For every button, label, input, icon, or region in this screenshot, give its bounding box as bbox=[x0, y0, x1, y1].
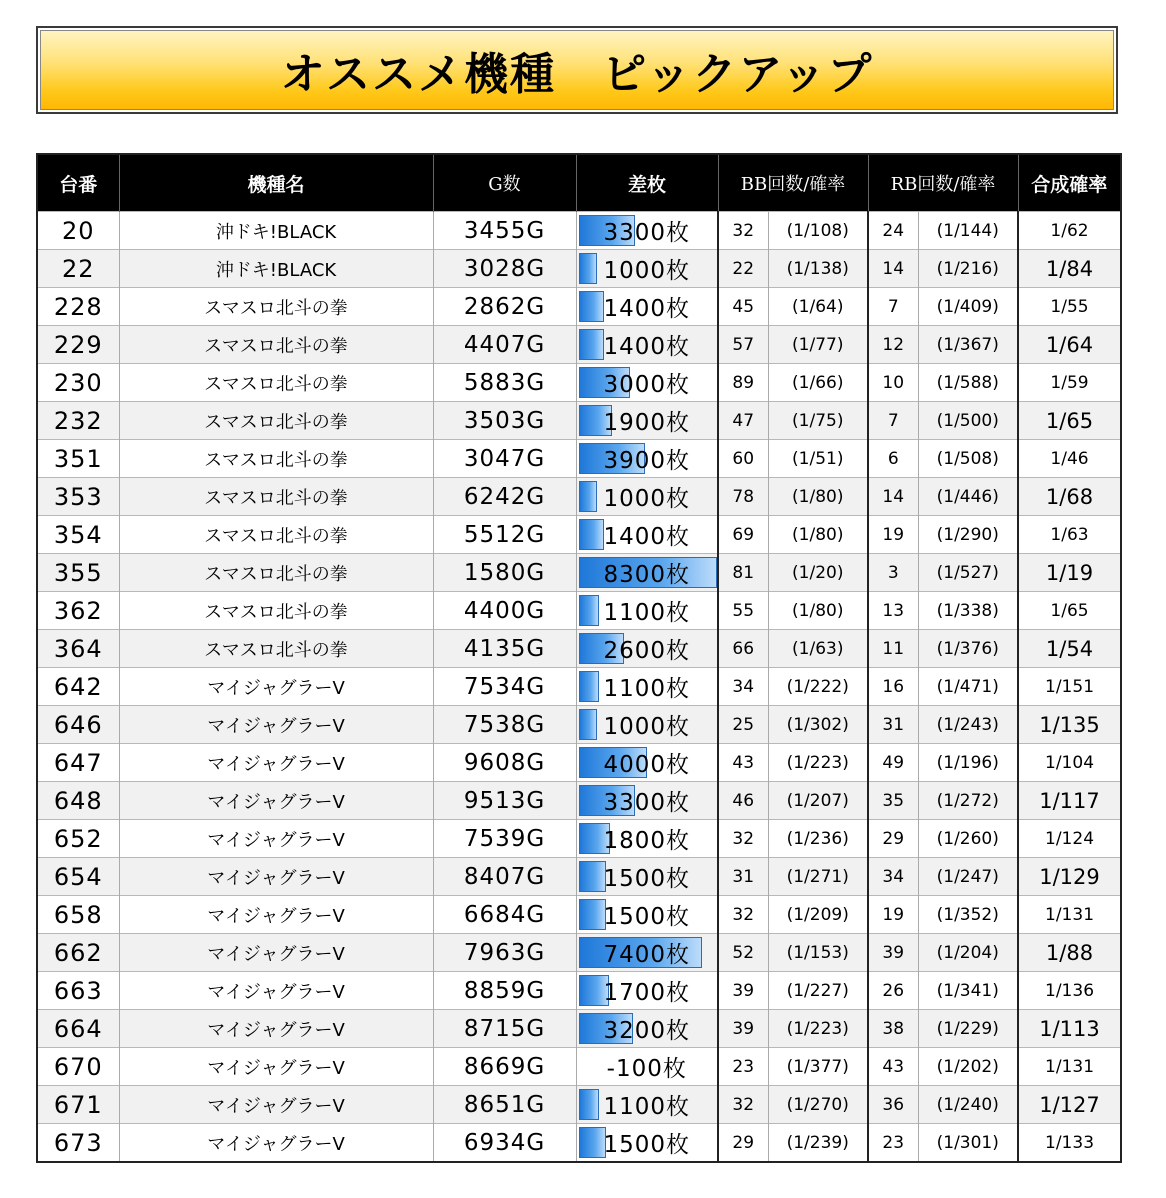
difference-value: 1000枚 bbox=[603, 714, 691, 740]
combined-rate: 1/127 bbox=[1018, 1086, 1121, 1124]
rb-count: 6 bbox=[868, 440, 918, 478]
combined-rate: 1/131 bbox=[1018, 1048, 1121, 1086]
table-row bbox=[37, 782, 1121, 820]
game-count: 2862G bbox=[433, 288, 576, 326]
rb-rate: (1/260) bbox=[918, 820, 1018, 858]
coin-difference bbox=[576, 744, 718, 782]
difference-value: 1400枚 bbox=[603, 524, 691, 550]
table-row bbox=[37, 402, 1121, 440]
coin-difference bbox=[576, 934, 718, 972]
rb-count: 13 bbox=[868, 592, 918, 630]
rb-rate: (1/202) bbox=[918, 1048, 1018, 1086]
difference-value: 1500枚 bbox=[603, 1132, 691, 1158]
game-count: 9608G bbox=[433, 744, 576, 782]
bb-rate: (1/377) bbox=[768, 1048, 868, 1086]
coin-difference bbox=[576, 554, 718, 592]
table-row bbox=[37, 592, 1121, 630]
table-row bbox=[37, 744, 1121, 782]
game-count: 8407G bbox=[433, 858, 576, 896]
machine-name: マイジャグラーV bbox=[119, 744, 433, 782]
game-count: 3455G bbox=[433, 212, 576, 250]
header-bb: BB回数/確率 bbox=[718, 154, 868, 212]
table-row bbox=[37, 1010, 1121, 1048]
coin-difference bbox=[576, 212, 718, 250]
rb-rate: (1/409) bbox=[918, 288, 1018, 326]
header-games: G数 bbox=[433, 154, 576, 212]
bb-count: 60 bbox=[718, 440, 768, 478]
rb-rate: (1/367) bbox=[918, 326, 1018, 364]
combined-rate: 1/65 bbox=[1018, 592, 1121, 630]
rb-rate: (1/500) bbox=[918, 402, 1018, 440]
table-row bbox=[37, 364, 1121, 402]
machine-number: 652 bbox=[37, 820, 119, 858]
coin-difference bbox=[576, 364, 718, 402]
rb-rate: (1/290) bbox=[918, 516, 1018, 554]
difference-value: 4000枚 bbox=[603, 752, 691, 778]
rb-count: 31 bbox=[868, 706, 918, 744]
bb-rate: (1/20) bbox=[768, 554, 868, 592]
machine-name: スマスロ北斗の拳 bbox=[119, 592, 433, 630]
table-row bbox=[37, 1048, 1121, 1086]
game-count: 4400G bbox=[433, 592, 576, 630]
combined-rate: 1/113 bbox=[1018, 1010, 1121, 1048]
combined-rate: 1/55 bbox=[1018, 288, 1121, 326]
machine-name: スマスロ北斗の拳 bbox=[119, 288, 433, 326]
bb-count: 57 bbox=[718, 326, 768, 364]
bb-rate: (1/63) bbox=[768, 630, 868, 668]
game-count: 8651G bbox=[433, 1086, 576, 1124]
game-count: 5883G bbox=[433, 364, 576, 402]
difference-value: 1500枚 bbox=[603, 866, 691, 892]
coin-difference bbox=[576, 288, 718, 326]
machine-number: 642 bbox=[37, 668, 119, 706]
table-row bbox=[37, 706, 1121, 744]
coin-difference bbox=[576, 1086, 718, 1124]
bb-count: 23 bbox=[718, 1048, 768, 1086]
game-count: 7539G bbox=[433, 820, 576, 858]
machine-number: 354 bbox=[37, 516, 119, 554]
difference-value: 1100枚 bbox=[603, 600, 691, 626]
rb-rate: (1/240) bbox=[918, 1086, 1018, 1124]
combined-rate: 1/84 bbox=[1018, 250, 1121, 288]
difference-value: 1400枚 bbox=[603, 296, 691, 322]
rb-count: 35 bbox=[868, 782, 918, 820]
coin-difference bbox=[576, 1124, 718, 1163]
combined-rate: 1/59 bbox=[1018, 364, 1121, 402]
bb-rate: (1/209) bbox=[768, 896, 868, 934]
machine-name: マイジャグラーV bbox=[119, 858, 433, 896]
combined-rate: 1/54 bbox=[1018, 630, 1121, 668]
machine-name: マイジャグラーV bbox=[119, 1086, 433, 1124]
difference-bar bbox=[579, 671, 599, 702]
table-row bbox=[37, 668, 1121, 706]
rb-count: 7 bbox=[868, 288, 918, 326]
rb-count: 14 bbox=[868, 250, 918, 288]
page-title: オススメ機種 ピックアップ bbox=[280, 49, 874, 100]
difference-value: 1100枚 bbox=[603, 1094, 691, 1120]
game-count: 4407G bbox=[433, 326, 576, 364]
machine-name: マイジャグラーV bbox=[119, 972, 433, 1010]
difference-value: 1900枚 bbox=[603, 410, 691, 436]
header-row bbox=[37, 154, 1121, 212]
difference-value: 3200枚 bbox=[603, 1018, 691, 1044]
machine-name: スマスロ北斗の拳 bbox=[119, 402, 433, 440]
rb-count: 43 bbox=[868, 1048, 918, 1086]
rb-count: 36 bbox=[868, 1086, 918, 1124]
coin-difference bbox=[576, 516, 718, 554]
table-row bbox=[37, 630, 1121, 668]
bb-rate: (1/66) bbox=[768, 364, 868, 402]
coin-difference bbox=[576, 896, 718, 934]
table-row bbox=[37, 934, 1121, 972]
machine-number: 664 bbox=[37, 1010, 119, 1048]
bb-rate: (1/153) bbox=[768, 934, 868, 972]
bb-rate: (1/64) bbox=[768, 288, 868, 326]
machine-number: 229 bbox=[37, 326, 119, 364]
table-row bbox=[37, 554, 1121, 592]
difference-bar bbox=[579, 709, 597, 740]
bb-rate: (1/80) bbox=[768, 592, 868, 630]
coin-difference bbox=[576, 326, 718, 364]
coin-difference bbox=[576, 668, 718, 706]
combined-rate: 1/151 bbox=[1018, 668, 1121, 706]
header-rb: RB回数/確率 bbox=[868, 154, 1018, 212]
difference-value: 2600枚 bbox=[603, 638, 691, 664]
coin-difference bbox=[576, 706, 718, 744]
difference-value: 1100枚 bbox=[603, 676, 691, 702]
machine-number: 230 bbox=[37, 364, 119, 402]
difference-value: 1800枚 bbox=[603, 828, 691, 854]
difference-bar bbox=[579, 595, 599, 626]
machine-number: 20 bbox=[37, 212, 119, 250]
rb-count: 10 bbox=[868, 364, 918, 402]
rb-count: 23 bbox=[868, 1124, 918, 1163]
rb-count: 38 bbox=[868, 1010, 918, 1048]
game-count: 5512G bbox=[433, 516, 576, 554]
bb-rate: (1/80) bbox=[768, 516, 868, 554]
combined-rate: 1/104 bbox=[1018, 744, 1121, 782]
rb-rate: (1/338) bbox=[918, 592, 1018, 630]
machine-name: スマスロ北斗の拳 bbox=[119, 440, 433, 478]
table-row bbox=[37, 858, 1121, 896]
bb-rate: (1/80) bbox=[768, 478, 868, 516]
machine-name: 沖ドキ!BLACK bbox=[119, 250, 433, 288]
rb-count: 12 bbox=[868, 326, 918, 364]
machine-number: 658 bbox=[37, 896, 119, 934]
table-row bbox=[37, 288, 1121, 326]
machine-number: 654 bbox=[37, 858, 119, 896]
game-count: 3028G bbox=[433, 250, 576, 288]
bb-count: 69 bbox=[718, 516, 768, 554]
machine-number: 355 bbox=[37, 554, 119, 592]
bb-count: 31 bbox=[718, 858, 768, 896]
rb-count: 26 bbox=[868, 972, 918, 1010]
machine-name: マイジャグラーV bbox=[119, 1010, 433, 1048]
machine-name: 沖ドキ!BLACK bbox=[119, 212, 433, 250]
table-row bbox=[37, 820, 1121, 858]
bb-rate: (1/227) bbox=[768, 972, 868, 1010]
bb-count: 22 bbox=[718, 250, 768, 288]
rb-count: 11 bbox=[868, 630, 918, 668]
table-row bbox=[37, 212, 1121, 250]
title-banner bbox=[36, 26, 1118, 114]
game-count: 9513G bbox=[433, 782, 576, 820]
difference-value: 1000枚 bbox=[603, 486, 691, 512]
machine-name: マイジャグラーV bbox=[119, 934, 433, 972]
rb-rate: (1/446) bbox=[918, 478, 1018, 516]
machine-name: スマスロ北斗の拳 bbox=[119, 630, 433, 668]
game-count: 6242G bbox=[433, 478, 576, 516]
difference-value: 3300枚 bbox=[603, 220, 691, 246]
machine-name: マイジャグラーV bbox=[119, 1124, 433, 1163]
bb-rate: (1/108) bbox=[768, 212, 868, 250]
machine-number: 671 bbox=[37, 1086, 119, 1124]
bb-count: 32 bbox=[718, 1086, 768, 1124]
difference-value: 8300枚 bbox=[603, 562, 691, 588]
bb-rate: (1/223) bbox=[768, 744, 868, 782]
machine-name: マイジャグラーV bbox=[119, 782, 433, 820]
game-count: 3047G bbox=[433, 440, 576, 478]
difference-bar bbox=[579, 861, 606, 892]
combined-rate: 1/68 bbox=[1018, 478, 1121, 516]
machine-number: 232 bbox=[37, 402, 119, 440]
difference-value: 1500枚 bbox=[603, 904, 691, 930]
rb-count: 24 bbox=[868, 212, 918, 250]
bb-count: 34 bbox=[718, 668, 768, 706]
rb-count: 14 bbox=[868, 478, 918, 516]
machine-name: マイジャグラーV bbox=[119, 896, 433, 934]
game-count: 7538G bbox=[433, 706, 576, 744]
combined-rate: 1/46 bbox=[1018, 440, 1121, 478]
difference-value: 1700枚 bbox=[603, 980, 691, 1006]
bb-count: 29 bbox=[718, 1124, 768, 1163]
bb-count: 45 bbox=[718, 288, 768, 326]
machine-table bbox=[36, 153, 1122, 1163]
rb-count: 34 bbox=[868, 858, 918, 896]
machine-name: マイジャグラーV bbox=[119, 820, 433, 858]
rb-rate: (1/272) bbox=[918, 782, 1018, 820]
coin-difference bbox=[576, 592, 718, 630]
rb-rate: (1/508) bbox=[918, 440, 1018, 478]
game-count: 1580G bbox=[433, 554, 576, 592]
bb-count: 78 bbox=[718, 478, 768, 516]
coin-difference bbox=[576, 858, 718, 896]
machine-number: 663 bbox=[37, 972, 119, 1010]
bb-rate: (1/239) bbox=[768, 1124, 868, 1163]
combined-rate: 1/129 bbox=[1018, 858, 1121, 896]
coin-difference bbox=[576, 972, 718, 1010]
bb-rate: (1/207) bbox=[768, 782, 868, 820]
game-count: 8669G bbox=[433, 1048, 576, 1086]
bb-count: 32 bbox=[718, 820, 768, 858]
rb-rate: (1/376) bbox=[918, 630, 1018, 668]
bb-rate: (1/223) bbox=[768, 1010, 868, 1048]
machine-name: マイジャグラーV bbox=[119, 706, 433, 744]
difference-value: 3000枚 bbox=[603, 372, 691, 398]
game-count: 8859G bbox=[433, 972, 576, 1010]
coin-difference bbox=[576, 1048, 718, 1086]
bb-rate: (1/271) bbox=[768, 858, 868, 896]
machine-name: スマスロ北斗の拳 bbox=[119, 554, 433, 592]
bb-count: 52 bbox=[718, 934, 768, 972]
bb-count: 66 bbox=[718, 630, 768, 668]
rb-rate: (1/301) bbox=[918, 1124, 1018, 1163]
bb-rate: (1/138) bbox=[768, 250, 868, 288]
machine-name: スマスロ北斗の拳 bbox=[119, 516, 433, 554]
bb-count: 32 bbox=[718, 896, 768, 934]
coin-difference bbox=[576, 250, 718, 288]
table-row bbox=[37, 1086, 1121, 1124]
table-body bbox=[37, 212, 1121, 1163]
rb-rate: (1/341) bbox=[918, 972, 1018, 1010]
difference-value: -100枚 bbox=[606, 1056, 687, 1082]
rb-count: 49 bbox=[868, 744, 918, 782]
rb-rate: (1/471) bbox=[918, 668, 1018, 706]
table-row bbox=[37, 1124, 1121, 1163]
bb-rate: (1/222) bbox=[768, 668, 868, 706]
difference-bar bbox=[579, 1089, 599, 1120]
machine-name: スマスロ北斗の拳 bbox=[119, 364, 433, 402]
bb-rate: (1/51) bbox=[768, 440, 868, 478]
machine-name: スマスロ北斗の拳 bbox=[119, 326, 433, 364]
bb-rate: (1/270) bbox=[768, 1086, 868, 1124]
table-row bbox=[37, 326, 1121, 364]
machine-number: 351 bbox=[37, 440, 119, 478]
header-combined: 合成確率 bbox=[1018, 154, 1121, 212]
difference-bar bbox=[579, 481, 597, 512]
rb-rate: (1/144) bbox=[918, 212, 1018, 250]
rb-count: 3 bbox=[868, 554, 918, 592]
combined-rate: 1/133 bbox=[1018, 1124, 1121, 1163]
bb-count: 55 bbox=[718, 592, 768, 630]
bb-count: 32 bbox=[718, 212, 768, 250]
combined-rate: 1/19 bbox=[1018, 554, 1121, 592]
combined-rate: 1/131 bbox=[1018, 896, 1121, 934]
coin-difference bbox=[576, 630, 718, 668]
difference-value: 1400枚 bbox=[603, 334, 691, 360]
difference-value: 1000枚 bbox=[603, 258, 691, 284]
bb-rate: (1/77) bbox=[768, 326, 868, 364]
combined-rate: 1/63 bbox=[1018, 516, 1121, 554]
game-count: 3503G bbox=[433, 402, 576, 440]
bb-count: 39 bbox=[718, 972, 768, 1010]
rb-count: 16 bbox=[868, 668, 918, 706]
table-row bbox=[37, 896, 1121, 934]
rb-rate: (1/216) bbox=[918, 250, 1018, 288]
machine-number: 353 bbox=[37, 478, 119, 516]
machine-number: 647 bbox=[37, 744, 119, 782]
rb-rate: (1/527) bbox=[918, 554, 1018, 592]
machine-name: マイジャグラーV bbox=[119, 668, 433, 706]
coin-difference bbox=[576, 478, 718, 516]
rb-count: 29 bbox=[868, 820, 918, 858]
table-row bbox=[37, 972, 1121, 1010]
rb-rate: (1/229) bbox=[918, 1010, 1018, 1048]
bb-count: 46 bbox=[718, 782, 768, 820]
machine-number: 662 bbox=[37, 934, 119, 972]
rb-rate: (1/352) bbox=[918, 896, 1018, 934]
difference-value: 7400枚 bbox=[603, 942, 691, 968]
machine-number: 362 bbox=[37, 592, 119, 630]
bb-rate: (1/236) bbox=[768, 820, 868, 858]
bb-rate: (1/302) bbox=[768, 706, 868, 744]
combined-rate: 1/62 bbox=[1018, 212, 1121, 250]
table-row bbox=[37, 478, 1121, 516]
difference-bar bbox=[579, 291, 604, 322]
coin-difference bbox=[576, 820, 718, 858]
difference-bar bbox=[579, 1127, 606, 1158]
rb-rate: (1/243) bbox=[918, 706, 1018, 744]
rb-count: 7 bbox=[868, 402, 918, 440]
machine-number: 646 bbox=[37, 706, 119, 744]
combined-rate: 1/124 bbox=[1018, 820, 1121, 858]
rb-count: 39 bbox=[868, 934, 918, 972]
difference-bar bbox=[579, 329, 604, 360]
game-count: 8715G bbox=[433, 1010, 576, 1048]
bb-count: 89 bbox=[718, 364, 768, 402]
machine-number: 670 bbox=[37, 1048, 119, 1086]
game-count: 4135G bbox=[433, 630, 576, 668]
game-count: 7963G bbox=[433, 934, 576, 972]
rb-count: 19 bbox=[868, 896, 918, 934]
difference-bar bbox=[579, 253, 597, 284]
combined-rate: 1/64 bbox=[1018, 326, 1121, 364]
machine-name: マイジャグラーV bbox=[119, 1048, 433, 1086]
machine-number: 228 bbox=[37, 288, 119, 326]
machine-number: 22 bbox=[37, 250, 119, 288]
table-row bbox=[37, 440, 1121, 478]
difference-bar bbox=[579, 519, 604, 550]
coin-difference bbox=[576, 1010, 718, 1048]
bb-count: 43 bbox=[718, 744, 768, 782]
rb-rate: (1/204) bbox=[918, 934, 1018, 972]
header-name: 機種名 bbox=[119, 154, 433, 212]
combined-rate: 1/135 bbox=[1018, 706, 1121, 744]
difference-bar bbox=[579, 899, 606, 930]
bb-rate: (1/75) bbox=[768, 402, 868, 440]
machine-name: スマスロ北斗の拳 bbox=[119, 478, 433, 516]
combined-rate: 1/65 bbox=[1018, 402, 1121, 440]
header-diff: 差枚 bbox=[576, 154, 718, 212]
machine-number: 364 bbox=[37, 630, 119, 668]
combined-rate: 1/136 bbox=[1018, 972, 1121, 1010]
coin-difference bbox=[576, 402, 718, 440]
bb-count: 25 bbox=[718, 706, 768, 744]
difference-value: 3900枚 bbox=[603, 448, 691, 474]
machine-number: 673 bbox=[37, 1124, 119, 1163]
table-row bbox=[37, 250, 1121, 288]
bb-count: 39 bbox=[718, 1010, 768, 1048]
coin-difference bbox=[576, 440, 718, 478]
rb-rate: (1/588) bbox=[918, 364, 1018, 402]
game-count: 6934G bbox=[433, 1124, 576, 1163]
rb-count: 19 bbox=[868, 516, 918, 554]
game-count: 6684G bbox=[433, 896, 576, 934]
bb-count: 81 bbox=[718, 554, 768, 592]
difference-value: 3300枚 bbox=[603, 790, 691, 816]
game-count: 7534G bbox=[433, 668, 576, 706]
coin-difference bbox=[576, 782, 718, 820]
rb-rate: (1/196) bbox=[918, 744, 1018, 782]
rb-rate: (1/247) bbox=[918, 858, 1018, 896]
header-no: 台番 bbox=[37, 154, 119, 212]
combined-rate: 1/117 bbox=[1018, 782, 1121, 820]
bb-count: 47 bbox=[718, 402, 768, 440]
combined-rate: 1/88 bbox=[1018, 934, 1121, 972]
table-row bbox=[37, 516, 1121, 554]
machine-number: 648 bbox=[37, 782, 119, 820]
